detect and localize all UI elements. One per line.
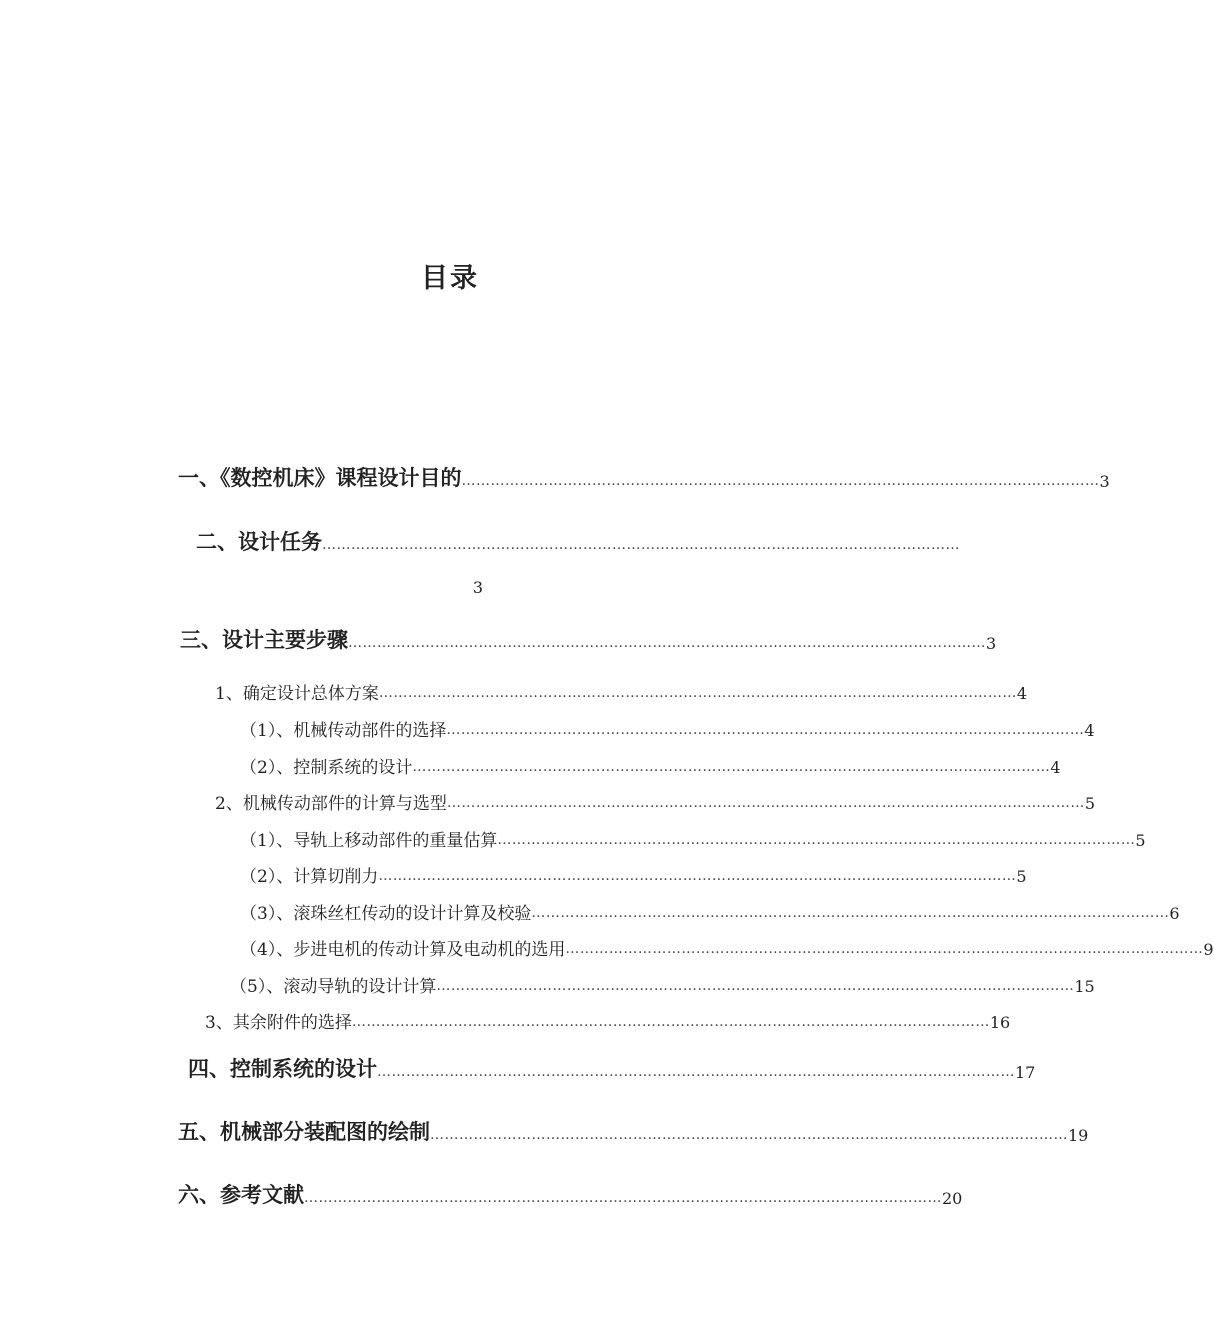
toc-leader-dots: …………………………………………………………………………………………………………………… [531, 905, 1170, 921]
toc-page-number: 9 [1203, 940, 1214, 959]
toc-entry-text: 2、机械传动部件的计算与选型 [215, 794, 447, 814]
toc-leader-dots: …………………………………………………………………………………………………………………… [436, 978, 1075, 994]
toc-leader-dots: …………………………………………………………………………………………………………………… [348, 635, 986, 651]
toc-entry[interactable] [240, 821, 1146, 851]
toc-leader-dots: …………………………………………………………………………………………………………………… [378, 868, 1017, 884]
toc-leader-dots: …………………………………………………………………………………………………………………… [412, 759, 1051, 775]
toc-leader-dots: …………………………………………………………………………………………………………………… [304, 1190, 942, 1206]
toc-entry[interactable] [240, 894, 1180, 924]
toc-page-number: 3 [986, 634, 997, 653]
toc-page-number: 16 [989, 1013, 1011, 1032]
toc-page-number: 5 [1135, 831, 1146, 850]
toc-entry[interactable] [180, 624, 997, 654]
toc-entry[interactable] [196, 526, 960, 556]
toc-page-number: 3 [1099, 472, 1110, 491]
toc-entry[interactable] [240, 857, 1027, 887]
toc-entry[interactable] [215, 784, 1096, 814]
toc-entry-text: 四、控制系统的设计 [188, 1056, 377, 1081]
toc-entry-text: （5）、滚动导轨的设计计算 [230, 977, 437, 997]
toc-entry[interactable] [178, 1179, 963, 1209]
toc-entry-text: 1、确定设计总体方案 [215, 684, 379, 704]
toc-entry[interactable] [240, 711, 1095, 741]
toc-leader-dots: …………………………………………………………………………………………………………………… [497, 832, 1136, 848]
toc-entry-text: 3、其余附件的选择 [205, 1013, 352, 1033]
toc-entry-text: 三、设计主要步骤 [180, 627, 348, 652]
toc-entry[interactable] [205, 1003, 1011, 1033]
toc-entry-text: （1）、机械传动部件的选择 [240, 721, 447, 741]
toc-page-number: 20 [942, 1189, 963, 1208]
toc-entry-text: （2）、计算切削力 [240, 867, 379, 887]
toc-entry-text: 六、参考文献 [178, 1182, 304, 1207]
toc-entry-text: 二、设计任务 [196, 529, 322, 554]
toc-leader-dots: …………………………………………………………………………………………………………………… [446, 795, 1085, 811]
toc-page-number: 19 [1068, 1126, 1089, 1145]
toc-entry-text: 五、机械部分装配图的绘制 [178, 1119, 430, 1144]
toc-entry[interactable] [215, 674, 1028, 704]
toc-entry-text: （2）、控制系统的设计 [240, 758, 413, 778]
toc-entry-text: （1）、导轨上移动部件的重量估算 [240, 831, 498, 851]
toc-title: 目录 [421, 263, 479, 294]
toc-entry[interactable] [178, 462, 1110, 492]
toc-page-number: 5 [1084, 794, 1096, 813]
toc-page-number: 5 [1016, 867, 1027, 886]
toc-page-number: 15 [1074, 977, 1095, 996]
toc-page-number: 17 [1015, 1063, 1036, 1082]
toc-entry-text: （3）、滚珠丝杠传动的设计计算及校验 [240, 904, 532, 924]
toc-page-number: 4 [1016, 684, 1028, 703]
toc-leader-dots: …………………………………………………………………………………………………………………… [351, 1014, 990, 1030]
toc-entry[interactable] [188, 1053, 1036, 1083]
toc-page-number: 3 [472, 578, 484, 597]
toc-entry[interactable] [240, 748, 1061, 778]
toc-leader-dots: …………………………………………………………………………………………………………………… [565, 941, 1204, 957]
toc-page-number: 4 [1084, 721, 1095, 740]
toc-leader-dots: …………………………………………………………………………………………………………………… [322, 537, 960, 553]
toc-entry[interactable] [240, 930, 1214, 960]
toc-entry-text: （4）、步进电机的传动计算及电动机的选用 [240, 940, 566, 960]
toc-entry[interactable] [230, 967, 1095, 997]
toc-leader-dots: …………………………………………………………………………………………………………………… [378, 685, 1017, 701]
toc-page-number: 6 [1169, 904, 1180, 923]
toc-entry[interactable] [178, 1116, 1089, 1146]
toc-leader-dots: …………………………………………………………………………………………………………………… [430, 1127, 1068, 1143]
toc-entry-text: 一、《数控机床》课程设计目的 [178, 465, 462, 490]
toc-leader-dots: …………………………………………………………………………………………………………………… [446, 722, 1085, 738]
toc-leader-dots: …………………………………………………………………………………………………………………… [461, 473, 1100, 489]
toc-leader-dots: …………………………………………………………………………………………………………………… [377, 1064, 1015, 1080]
toc-page-number: 4 [1050, 758, 1061, 777]
